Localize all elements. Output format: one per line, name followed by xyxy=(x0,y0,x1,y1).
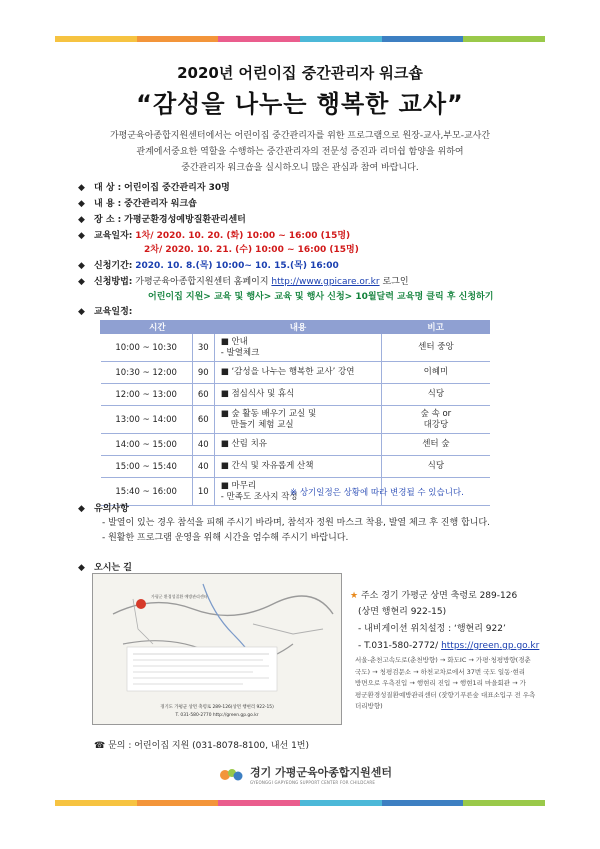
info-target xyxy=(78,181,230,195)
bottom-color-stripe xyxy=(55,800,545,806)
table-row xyxy=(101,334,490,362)
route-line: 방면으로 우측진입 → 행현리 진입 → 행현1리 마을회관 → 가 xyxy=(355,679,526,687)
info-content xyxy=(78,197,197,211)
info-value: 로그인 xyxy=(382,277,409,287)
content-line: - 발열체크 xyxy=(220,347,260,358)
info-value: 중간관리자 워크숍 xyxy=(124,199,197,209)
info-method xyxy=(78,275,409,289)
info-label: 신청방법: xyxy=(94,277,133,287)
diamond-bullet-icon: ◆ xyxy=(78,277,85,287)
diamond-bullet-icon: ◆ xyxy=(78,199,85,209)
route-line: 평군환경성질환예방관리센터 (잣향기푸른숲 대표소입구 전 우측 xyxy=(355,690,536,699)
page-title: “감성을 나누는 행복한 교사” xyxy=(136,90,464,118)
header-content: 내용 xyxy=(214,321,382,334)
green-center-link[interactable]: https://green.gp.go.kr xyxy=(441,641,540,651)
diamond-bullet-icon: ◆ xyxy=(78,231,85,241)
intro-line: 중간관리자 워크숍을 실시하오니 많은 관심과 참여 바랍니다. xyxy=(181,163,419,173)
info-date-second xyxy=(144,243,359,257)
place-line: 숲 속 or xyxy=(420,408,452,419)
diamond-bullet-icon: ◆ xyxy=(78,183,85,193)
row-minutes: 10 xyxy=(192,478,214,506)
table-row xyxy=(101,384,490,406)
star-icon: ★ xyxy=(350,591,359,601)
header-time: 시간 xyxy=(101,321,215,334)
row-time: 13:00 ~ 14:00 xyxy=(101,406,193,434)
stripe-segment xyxy=(463,36,545,42)
content-line: ■ 마무리 xyxy=(220,480,257,491)
row-time: 14:00 ~ 15:00 xyxy=(101,434,193,456)
row-time: 15:00 ~ 15:40 xyxy=(101,456,193,478)
phone-text: - T.031-580-2772/ xyxy=(358,641,439,651)
info-date-1: 1차/ 2020. 10. 20. (화) 10:00 ~ 16:00 (15명) xyxy=(135,231,351,241)
info-period xyxy=(78,259,339,273)
route-line: 국도) → 청평검문소 → 하천교차로에서 37번 국도 일동·현리 xyxy=(355,667,526,676)
intro-line: 가평군육아종합지원센터에서는 어린이집 중간관리자를 위한 프로그램으로 원장-교사,부모-교사간 xyxy=(109,131,491,141)
contact-line xyxy=(94,738,309,751)
schedule-table xyxy=(100,320,490,506)
header-note: 비고 xyxy=(382,321,490,334)
logo-english-name: GYEONGGI GAPYEONG SUPPORT CENTER FOR CHILDCARE xyxy=(250,780,376,785)
table-row xyxy=(101,362,490,384)
row-time: 10:00 ~ 10:30 xyxy=(101,334,193,362)
phone-line xyxy=(358,640,539,653)
stripe-segment xyxy=(300,36,382,42)
notice-item: - 발열이 있는 경우 참석을 피해 주시기 바라며, 참석자 정원 마스크 착용, 발열 체크 후 진행 합니다. xyxy=(102,518,490,528)
row-place xyxy=(382,406,490,434)
logo-mark-icon xyxy=(218,766,244,784)
row-minutes: 60 xyxy=(192,406,214,434)
diamond-bullet-icon: ◆ xyxy=(78,504,85,514)
info-label: 대 상 : xyxy=(94,183,122,193)
info-label: 내 용 : xyxy=(94,199,122,209)
info-value: 가평군육아종합지원센터 홈페이지 xyxy=(135,277,269,287)
stripe-segment xyxy=(382,36,464,42)
info-date xyxy=(78,229,351,243)
stripe-segment xyxy=(218,36,300,42)
stripe-segment xyxy=(300,800,382,806)
info-label: 교육일자: xyxy=(94,231,133,241)
row-minutes: 40 xyxy=(192,456,214,478)
row-time: 15:40 ~ 16:00 xyxy=(101,478,193,506)
center-logo xyxy=(218,764,392,785)
row-minutes: 90 xyxy=(192,362,214,384)
row-place: 식당 xyxy=(382,456,490,478)
place-line: 대강당 xyxy=(423,419,449,430)
table-header-row xyxy=(101,321,490,334)
navigation-setting: - 내비게이션 위치설정 : ‘행현리 922’ xyxy=(358,624,506,634)
info-schedule xyxy=(78,305,133,319)
row-place: 이혜미 xyxy=(382,362,490,384)
info-date-2: 2차/ 2020. 10. 21. (수) 10:00 ~ 16:00 (15명) xyxy=(144,245,359,255)
row-content: ■ 간식 및 자유롭게 산책 xyxy=(214,456,382,478)
map-drawing xyxy=(93,574,341,724)
map-pin-label: 가평군 환경성질환 예방관리센터 xyxy=(151,594,208,599)
row-place: 센터 숲 xyxy=(382,434,490,456)
diamond-bullet-icon: ◆ xyxy=(78,563,85,573)
diamond-bullet-icon: ◆ xyxy=(78,261,85,271)
info-value: 가평군환경성예방질환관리센터 xyxy=(124,215,246,225)
map-pin-icon xyxy=(136,599,146,609)
contact-text: 문의 : 어린이집 지원 (031-8078-8100, 내선 1번) xyxy=(108,741,310,751)
stripe-segment xyxy=(137,36,219,42)
phone-icon: ☎ xyxy=(94,741,106,751)
row-place: 식당 xyxy=(382,384,490,406)
stripe-segment xyxy=(137,800,219,806)
map-caption-address: 경기도 가평군 상면 축령로 289-126(상면 행현리 922-15) xyxy=(160,705,274,710)
table-row xyxy=(101,406,490,434)
info-value: 2020. 10. 8.(목) 10:00~ 10. 15.(목) 16:00 xyxy=(135,261,339,271)
row-time: 10:30 ~ 12:00 xyxy=(101,362,193,384)
intro-paragraph xyxy=(60,128,540,176)
table-row xyxy=(101,456,490,478)
info-place xyxy=(78,213,246,227)
logo-name: 경기 가평군육아종합지원센터 xyxy=(250,766,392,779)
stripe-segment xyxy=(382,800,464,806)
content-line: - 만족도 조사지 작성 xyxy=(220,491,298,502)
stripe-segment xyxy=(218,800,300,806)
row-minutes: 40 xyxy=(192,434,214,456)
row-content: ■ ‘감성을 나누는 행복한 교사’ 강연 xyxy=(214,362,382,384)
row-place: 센터 중앙 xyxy=(382,334,490,362)
location-map xyxy=(92,573,342,725)
top-color-stripe xyxy=(55,36,545,42)
content-line: ■ 안내 xyxy=(220,336,248,347)
notice-heading: 유의사항 xyxy=(94,504,129,514)
content-line: ■ 숲 활동 배우기 교실 및 xyxy=(220,408,317,419)
notice-item: - 원활한 프로그램 운영을 위해 시간을 엄수해 주시기 바랍니다. xyxy=(102,533,349,543)
directions-heading: 오시는 길 xyxy=(94,563,132,573)
info-label: 신청기간: xyxy=(94,261,133,271)
content-line: 만들기 체험 교실 xyxy=(230,419,294,430)
row-content xyxy=(214,406,382,434)
diamond-bullet-icon: ◆ xyxy=(78,307,85,317)
notice-title xyxy=(78,502,129,516)
route-description xyxy=(355,655,545,713)
application-path: 어린이집 지원> 교육 및 행사> 교육 및 행사 신청> 10월달력 교육명 클릭 후 신청하기 xyxy=(148,292,494,302)
address-title xyxy=(350,590,517,603)
stripe-segment xyxy=(55,36,137,42)
row-minutes: 30 xyxy=(192,334,214,362)
intro-line: 관계에서중요한 역할을 수행하는 중간관리자의 전문성 증진과 리더쉽 함양을 위하여 xyxy=(136,147,464,157)
row-minutes: 60 xyxy=(192,384,214,406)
page-subtitle: 2020년 어린이집 중간관리자 워크숍 xyxy=(177,64,423,82)
route-line: 서울-춘천고속도로(춘천방향) → 화도IC → 가평·청평방향(경춘 xyxy=(355,656,531,664)
table-row xyxy=(101,434,490,456)
row-time: 12:00 ~ 13:00 xyxy=(101,384,193,406)
stripe-segment xyxy=(463,800,545,806)
schedule-note: ※ 상기일정은 상황에 따라 변경될 수 있습니다. xyxy=(290,488,464,498)
info-method-path xyxy=(148,290,493,304)
map-caption-contact: T. 031-580-2770 http://green.gp.go.kr xyxy=(175,713,259,718)
info-label: 장 소 : xyxy=(94,215,122,225)
address-text: 주소 경기 가평군 상면 축령로 289-126 xyxy=(360,591,518,601)
homepage-link[interactable]: http://www.gpicare.or.kr xyxy=(271,277,380,287)
info-value: 어린이집 중간관리자 30명 xyxy=(124,183,230,193)
stripe-segment xyxy=(55,800,137,806)
address-sub: (상면 행현리 922-15) xyxy=(358,607,447,617)
row-content: ■ 산림 치유 xyxy=(214,434,382,456)
route-line: 더리방향) xyxy=(355,702,383,710)
info-label: 교육일정: xyxy=(94,307,133,317)
row-content: ■ 점심식사 및 휴식 xyxy=(214,384,382,406)
diamond-bullet-icon: ◆ xyxy=(78,215,85,225)
row-content xyxy=(214,334,382,362)
